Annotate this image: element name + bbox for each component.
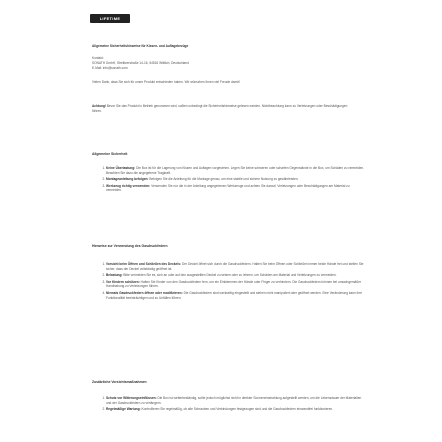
item-text: Die Box ist für die Lagerung von Kissen und Auflagen vorgesehen. Legen Sie keine schweren oder scharfen Gegenstände in die Box, um Schäden zu vermeiden. Beachten Sie dazu die angegebene Tragkraft. — [106, 166, 364, 175]
list-item — [106, 280, 364, 289]
contact-label: Kontakt: — [92, 56, 104, 60]
item-label: Niemals Gasdruckfedern öffnen oder modifizieren: — [106, 290, 183, 295]
item-text: Die Box ist wetterbeständig, sollte jedoch möglichst nicht in direkter Sonneneinstrahlung aufgestellt werden, um die Lebensdauer der Materialien und der Gasdruckfedern zu verlängern. — [106, 396, 362, 405]
item-label: Montageanleitung befolgen: — [106, 177, 149, 182]
section-title: Allgemeine Sicherheit — [92, 152, 128, 156]
document-title: Allgemeine Sicherheitshinweise für Kissen- und Auflagebezüge — [92, 44, 189, 48]
section-list — [92, 396, 364, 414]
item-text: Kontrollieren Sie regelmäßig, ob alle Schrauben und Verbindungen festgezogen sind und die Gasdruckfedern einwandfrei funktionieren. — [141, 407, 334, 412]
item-text: Die Gasdruckfedern sind werkseitig eingestellt und stehen nicht manipuliert oder geöffnet werden. Eine Veränderung kann ihre Funktionalität beeinträchtigen und zu Unfällen führen. — [106, 290, 362, 300]
item-text: Bitte vermeiden Sie es, sich an oder auf den ausgestellten Deckel zu setzen oder zu lehnen, um Schäden am Material und Verletzungen zu vermeiden. — [123, 273, 337, 278]
item-text: Verwenden Sie nur die in der Anleitung angegebenen Werkzeuge und achten Sie darauf, Verletzungen oder Beschädigungen am Material zu vermeiden. — [106, 183, 350, 193]
list-item — [106, 184, 364, 193]
section-list — [92, 262, 364, 302]
warning-block — [92, 104, 354, 113]
section-list — [92, 166, 364, 195]
list-item — [106, 407, 364, 412]
item-label: Regelmäßige Wartung: — [106, 407, 141, 412]
section-title: Zusätzliche Vorsichtsmaßnahmen — [92, 380, 147, 384]
brand-logo: LIFETIME — [90, 14, 130, 23]
list-item — [106, 273, 364, 278]
item-label: Keine Überlastung: — [106, 166, 136, 170]
list-item — [106, 177, 364, 182]
warning-label: Achtung! — [92, 104, 106, 108]
contact-email: E-Mail: info@sonath.com — [92, 66, 128, 70]
item-label: Werkzeug richtig verwenden: — [106, 183, 151, 188]
contact-address: SONATH GmbH, Strelitzerstraße 14-16, 54516 Wittlich, Deutschland — [92, 61, 189, 65]
list-item — [106, 396, 364, 405]
section-title: Hinweise zur Verwendung des Gasdruckfedern — [92, 244, 168, 248]
item-text: Der Deckel öffnet sich durch die Gasdruckfedern. Halten Sie beim Öffnen oder Schließen immer beide Hände frei und stellen Sie sicher, dass der Deckel vollständig geöffnet ist. — [106, 262, 364, 271]
intro-text: Vielen Dank, dass Sie sich für unser Produkt entschieden haben. Wir wünschen Ihnen viel Freude damit! — [92, 80, 240, 84]
list-item — [106, 291, 364, 300]
item-label: Vorsicht beim Öffnen und Schließen des Deckels: — [106, 262, 182, 266]
warning-text: Bevor Sie das Produkt in Betrieb genommen wird, sollten unbedingt die Sicherheitshinweise gelesen werden. Nichtbeachtung kann zu Verletzungen oder Beschädigungen führen. — [92, 104, 348, 113]
item-label: Schutz vor Witterungseinflüssen: — [106, 396, 157, 400]
item-label: Vor Kindern schützen: — [106, 279, 140, 284]
item-label: Belastung: — [106, 273, 123, 278]
item-text: Halten Sie Kinder von den Gasdruckfedern fern, um ein Einklemmen der Hände oder Finger zu verhindern. Die Gasdruckfedern können bei unsachgemäßer Handhabung zu Verletzungen führen. — [106, 279, 362, 289]
list-item — [106, 262, 364, 271]
list-item — [106, 166, 364, 175]
item-text: Befolgen Sie die Anleitung für die Montage genau, um eine stabile und sichere Nutzung zu gewährleisten. — [149, 177, 299, 182]
